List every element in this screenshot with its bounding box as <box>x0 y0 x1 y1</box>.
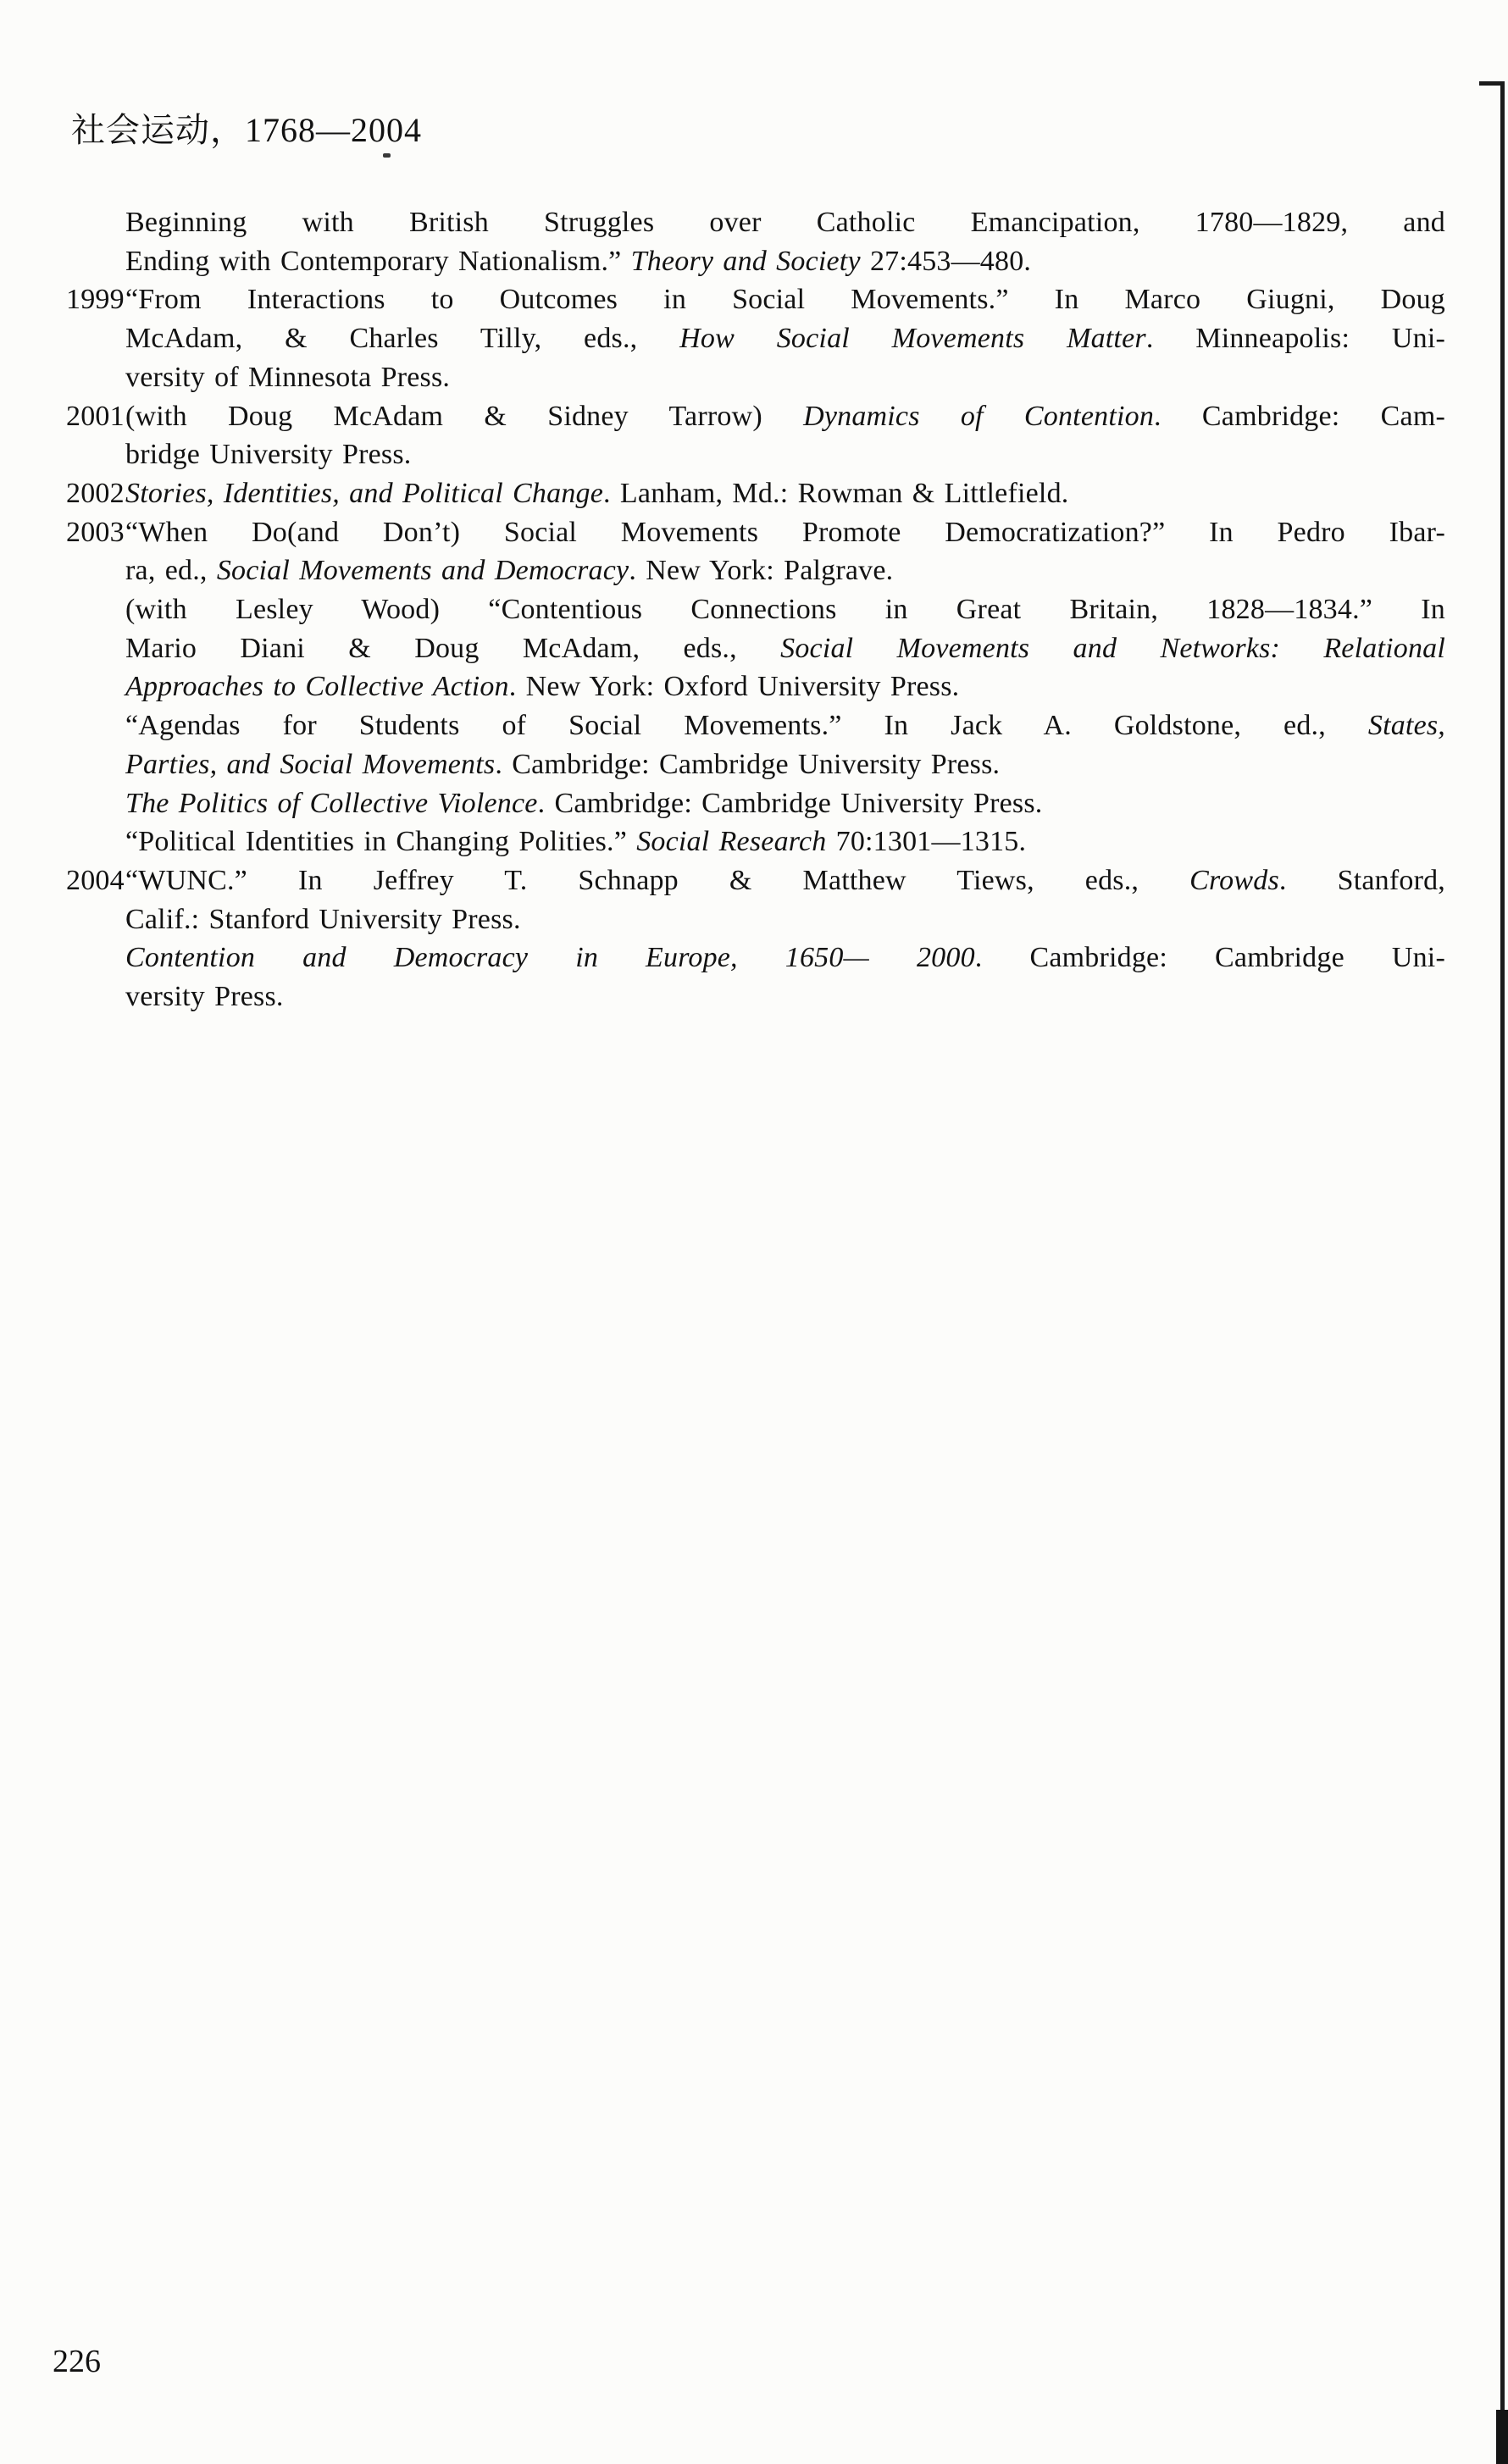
line-text: bridge University Press. <box>125 439 412 471</box>
bibliography-line <box>66 474 1445 513</box>
bibliography-line <box>66 861 1445 900</box>
line-text: Parties, and Social Movements. Cambridge: Cambridge University Press. <box>125 748 1001 780</box>
entry-year: 2003 <box>66 516 125 548</box>
bibliography-line <box>66 667 1445 706</box>
line-text: “Political Identities in Changing Polities.” Social Research 70:1301—1315. <box>125 826 1027 858</box>
bibliography-line <box>66 977 1445 1016</box>
bibliography-line <box>66 551 1445 590</box>
running-header: 社会运动，1768—2004 <box>71 111 422 149</box>
line-text: versity Press. <box>125 981 284 1013</box>
line-text: Beginning with British Struggles over Catholic Emancipation, 1780—1829, and <box>125 207 1445 238</box>
line-text: Mario Diani & Doug McAdam, eds., Social Movements and Networks: Relational <box>125 632 1445 664</box>
bibliography-line <box>66 513 1445 552</box>
bibliography-line <box>66 590 1445 629</box>
bibliography-line <box>66 900 1445 939</box>
bibliography-line <box>66 629 1445 668</box>
entry-year: 2004 <box>66 864 125 896</box>
bibliography-line <box>66 939 1445 977</box>
entry-year: 2002 <box>66 477 125 509</box>
line-text: “From Interactions to Outcomes in Social Movements.” In Marco Giugni, Doug <box>125 284 1445 316</box>
bibliography <box>66 203 1445 1016</box>
scan-speck <box>383 153 391 158</box>
line-text: Calif.: Stanford University Press. <box>125 903 521 935</box>
line-text: “When Do(and Don’t) Social Movements Promote Democratization?” In Pedro Ibar- <box>125 516 1445 548</box>
bibliography-line <box>66 784 1445 823</box>
line-text: Stories, Identities, and Political Change. Lanham, Md.: Rowman & Littlefield. <box>125 477 1069 509</box>
line-text: “Agendas for Students of Social Movements.” In Jack A. Goldstone, ed., States, <box>125 710 1445 742</box>
line-text: (with Doug McAdam & Sidney Tarrow) Dynamics of Contention. Cambridge: Cam- <box>125 400 1445 432</box>
line-text: McAdam, & Charles Tilly, eds., How Social Movements Matter. Minneapolis: Uni- <box>125 323 1445 355</box>
line-text: (with Lesley Wood) “Contentious Connections in Great Britain, 1828—1834.” In <box>125 594 1445 626</box>
bibliography-line <box>66 280 1445 319</box>
entry-year: 1999 <box>66 284 125 316</box>
line-text: ra, ed., Social Movements and Democracy. New York: Palgrave. <box>125 555 894 587</box>
bibliography-line <box>66 242 1445 281</box>
entry-year: 2001 <box>66 400 125 432</box>
line-text: Approaches to Collective Action. New York: Oxford University Press. <box>125 671 960 703</box>
line-text: “WUNC.” In Jeffrey T. Schnapp & Matthew Tiews, eds., Crowds. Stanford, <box>125 864 1445 896</box>
bibliography-line <box>66 706 1445 745</box>
bibliography-line <box>66 397 1445 436</box>
bibliography-line <box>66 745 1445 784</box>
bibliography-line <box>66 203 1445 242</box>
bibliography-line <box>66 358 1445 397</box>
line-text: versity of Minnesota Press. <box>125 361 451 393</box>
line-text: Ending with Contemporary Nationalism.” Theory and Society 27:453—480. <box>125 245 1032 277</box>
line-text: Contention and Democracy in Europe, 1650— 2000. Cambridge: Cambridge Uni- <box>125 942 1445 974</box>
scan-edge-line <box>1500 81 1505 2461</box>
scan-edge-corner <box>1496 2410 1508 2464</box>
bibliography-line <box>66 822 1445 861</box>
line-text: The Politics of Collective Violence. Cambridge: Cambridge University Press. <box>125 787 1043 819</box>
bibliography-line <box>66 435 1445 474</box>
bibliography-line <box>66 319 1445 358</box>
page-number: 226 <box>53 2344 101 2379</box>
